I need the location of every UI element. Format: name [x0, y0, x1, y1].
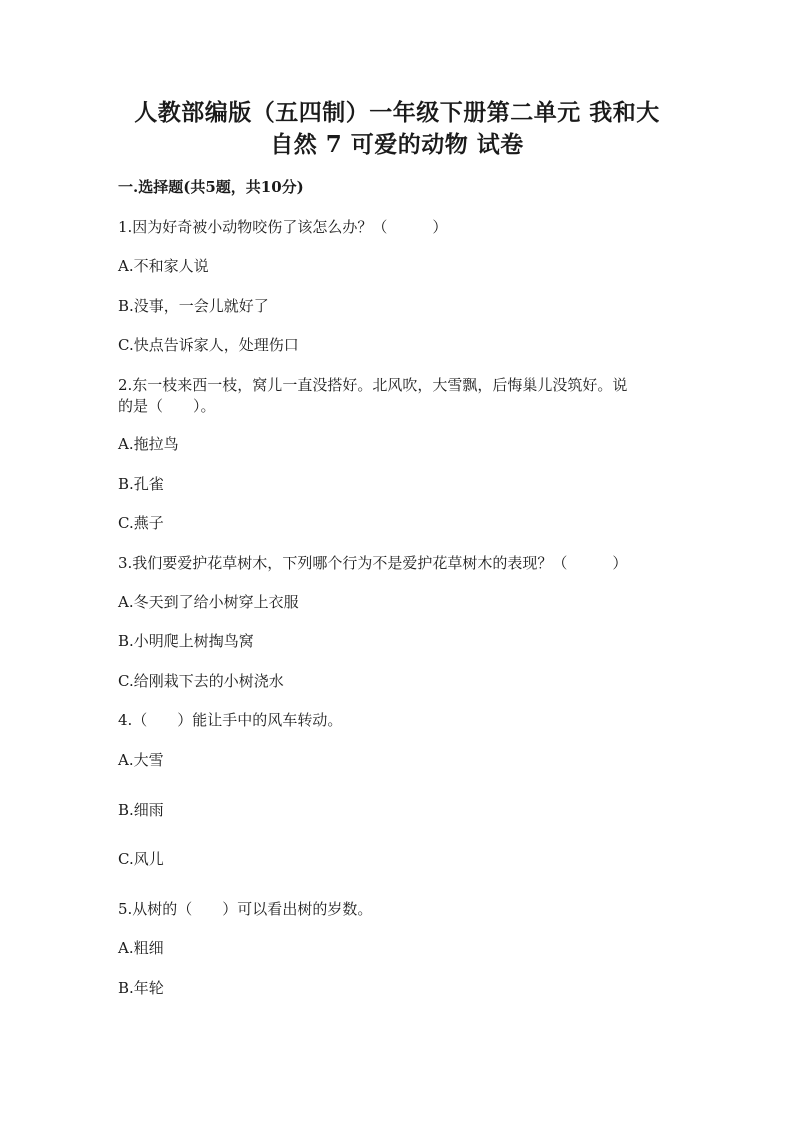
question-1-option-a: A.不和家人说 [118, 257, 209, 275]
question-4-option-c: C.风儿 [118, 850, 164, 868]
question-5-stem: 5.从树的（ ）可以看出树的岁数。 [118, 900, 373, 918]
question-1-option-c: C.快点告诉家人，处理伤口 [118, 336, 299, 354]
question-3-option-c: C.给刚栽下去的小树浇水 [118, 672, 284, 690]
question-4-stem: 4.（ ）能让手中的风车转动。 [118, 711, 343, 729]
document-title-line-1: 人教部编版（五四制）一年级下册第二单元 我和大 [134, 99, 660, 126]
question-2-stem-line-1: 2.东一枝来西一枝，窝儿一直没搭好。北风吹，大雪飘，后悔巢儿没筑好。说 [118, 376, 628, 394]
question-1-option-b: B.没事，一会儿就好了 [118, 297, 269, 315]
question-5-option-b: B.年轮 [118, 979, 164, 997]
section-heading: 一.选择题(共5题，共10分) [118, 178, 304, 196]
question-2-stem-line-2: 的是（ ）。 [118, 397, 216, 415]
question-4-option-b: B.细雨 [118, 801, 164, 819]
question-2-option-b: B.孔雀 [118, 475, 164, 493]
question-4-option-a: A.大雪 [118, 751, 164, 769]
question-1-stem: 1.因为好奇被小动物咬伤了该怎么办？（ ） [118, 218, 448, 236]
question-2-option-c: C.燕子 [118, 514, 164, 532]
question-3-option-b: B.小明爬上树掏鸟窝 [118, 632, 254, 650]
question-2-option-a: A.拖拉鸟 [118, 435, 179, 453]
question-3-option-a: A.冬天到了给小树穿上衣服 [118, 593, 299, 611]
document-title-line-2: 自然 7 可爱的动物 试卷 [270, 131, 524, 158]
question-5-option-a: A.粗细 [118, 939, 164, 957]
question-3-stem: 3.我们要爱护花草树木，下列哪个行为不是爱护花草树木的表现？（ ） [118, 554, 628, 572]
